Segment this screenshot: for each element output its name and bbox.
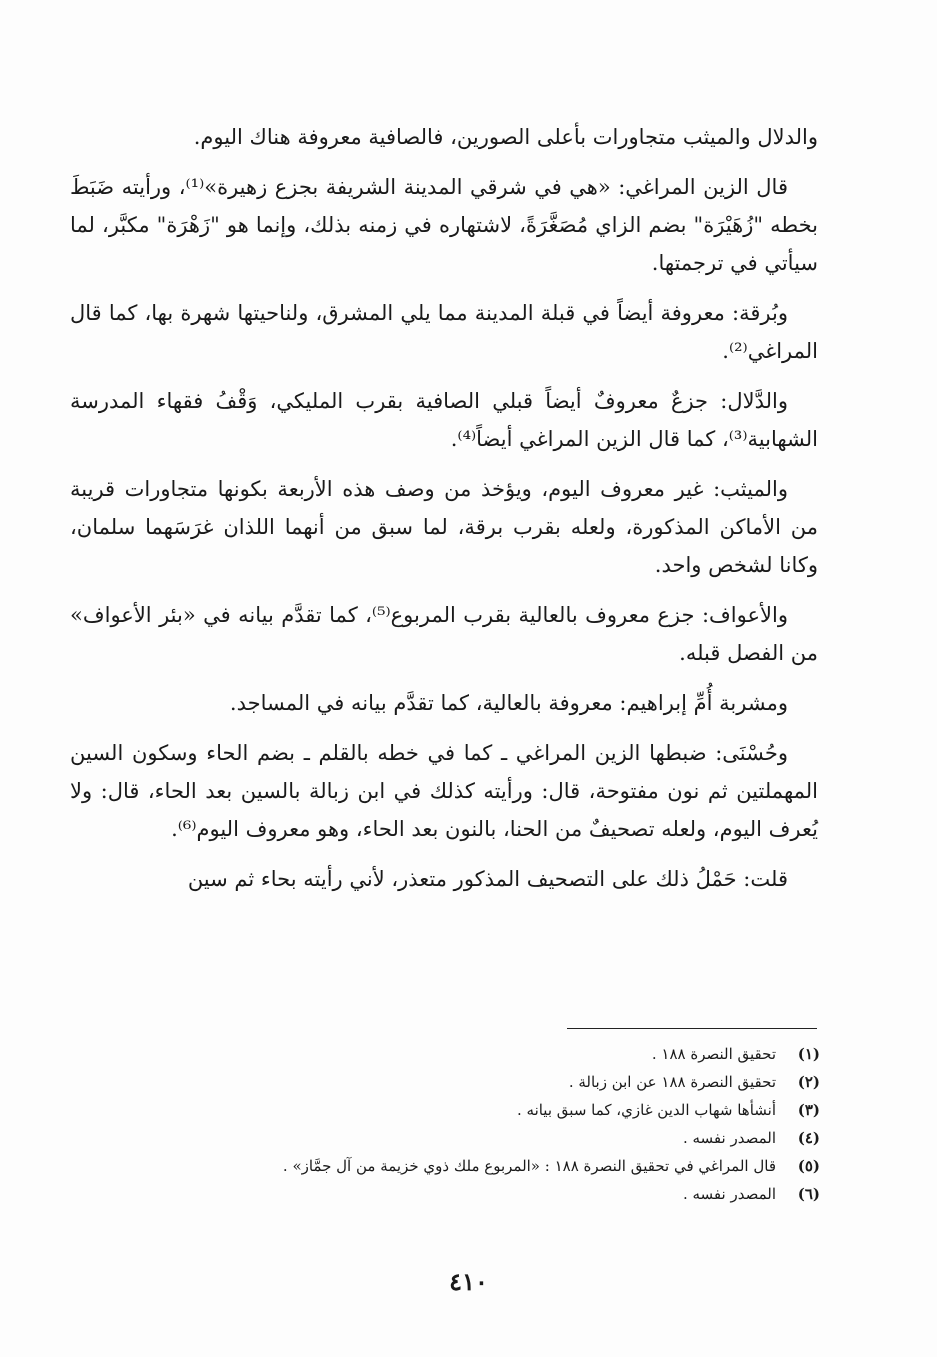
paragraph-2: قال الزين المراغي: «هي في شرقي المدينة الشريفة بجزع زهيرة»⁽¹⁾، ورأيته ضَبَطَ بخطه "زُهَيْرَة" بضم الزاي مُصَغَّرَةً، لاشتهاره في زمنه بذلك، وإنما هو "زَهْرَة" مكبَّر، لما سيأتي في ترجمتها. (70, 175, 818, 275)
footnote-divider (567, 1028, 817, 1029)
footnote-number: (١) (797, 1045, 820, 1063)
footnote-5 (120, 1152, 820, 1180)
footnote-1 (120, 1040, 820, 1068)
footnote-number: (٢) (797, 1073, 820, 1091)
paragraph-9: قلت: حَمْلُ ذلك على التصحيف المذكور متعذر، لأني رأيته بحاء ثم سين (187, 867, 788, 891)
paragraph-4: والدَّلال: جزعٌ معروفٌ أيضاً قبلي الصافية بقرب المليكي، وَقْفُ فقهاء المدرسة الشهابية⁽³⁾، كما قال الزين المراغي أيضاً⁽⁴⁾. (70, 389, 818, 451)
footnote-2 (120, 1068, 820, 1096)
paragraph-8: وحُسْنَى: ضبطها الزين المراغي ـ كما في خطه بالقلم ـ بضم الحاء وسكون السين المهملتين ثم نون مفتوحة، قال: ورأيته كذلك في ابن زبالة بالسين بعد الحاء، قال: ولا يُعرف اليوم، ولعله تصحيفٌ من الحنا، بالنون بعد الحاء، وهو معروف اليوم⁽⁶⁾. (70, 741, 818, 841)
footnote-number: (٤) (797, 1129, 820, 1147)
footnote-text: قال المراغي في تحقيق النصرة ١٨٨ : «المربوع ملك ذوي خزيمة من آل جمَّاز» . (282, 1157, 776, 1175)
paragraph-7: ومشربة أُمِّ إبراهيم: معروفة بالعالية، كما تقدَّم بيانه في المساجد. (229, 691, 788, 715)
footnote-number: (٦) (797, 1185, 820, 1203)
footnote-text: تحقيق النصرة ١٨٨ . (651, 1045, 776, 1063)
footnotes (120, 1040, 820, 1208)
footnote-text: المصدر نفسه . (682, 1185, 776, 1203)
page-number: ٤١٠ (449, 1267, 488, 1296)
paragraph-3: وبُرقة: معروفة أيضاً في قبلة المدينة مما يلي المشرق، ولناحيتها شهرة بها، كما قال المراغي⁽²⁾. (70, 301, 818, 363)
footnote-4 (120, 1124, 820, 1152)
paragraph-1: والدلال والميثب متجاورات بأعلى الصورين، فالصافية معروفة هناك اليوم. (193, 125, 818, 149)
main-text (70, 118, 818, 910)
footnote-number: (٣) (797, 1101, 820, 1119)
footnote-text: أنشأها شهاب الدين غازي، كما سبق بيانه . (516, 1101, 776, 1119)
paragraph-6: والأعواف: جزع معروف بالعالية بقرب المربوع⁽⁵⁾، كما تقدَّم بيانه في «بئر الأعواف» من الفصل قبله. (70, 603, 818, 665)
footnote-number: (٥) (797, 1157, 820, 1175)
footnote-6 (120, 1180, 820, 1208)
footnote-text: تحقيق النصرة ١٨٨ عن ابن زبالة . (568, 1073, 776, 1091)
footnote-3 (120, 1096, 820, 1124)
footnote-text: المصدر نفسه . (682, 1129, 776, 1147)
paragraph-5: والميثب: غير معروف اليوم، ويؤخذ من وصف هذه الأربعة بكونها متجاورات قريبة من الأماكن المذكورة، ولعله بقرب برقة، لما سبق من أنهما اللذان غرَسَهما سلمان، وكانا لشخص واحد. (70, 477, 818, 577)
